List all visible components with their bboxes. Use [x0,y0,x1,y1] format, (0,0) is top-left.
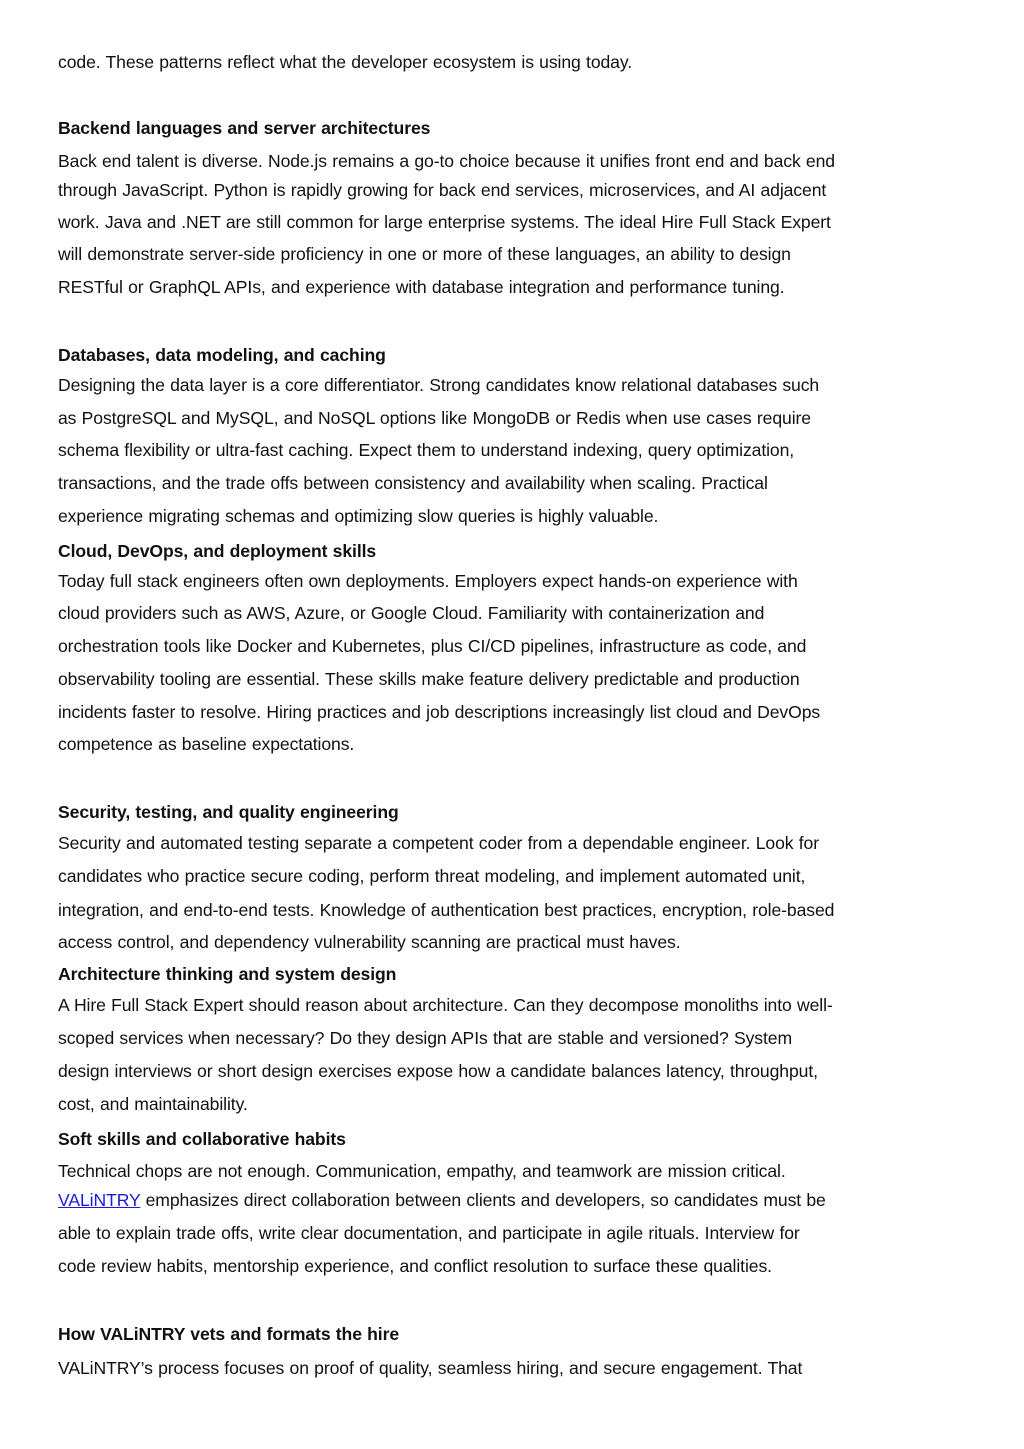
paragraph-line: competence as baseline expectations. [58,734,355,754]
heading-soft-skills: Soft skills and collaborative habits [58,1129,346,1149]
paragraph-line: able to explain trade offs, write clear documentation, and participate in agile rituals. Interview for [58,1223,800,1243]
paragraph-line: experience migrating schemas and optimizing slow queries is highly valuable. [58,506,659,526]
paragraph-line: incidents faster to resolve. Hiring practices and job descriptions increasingly list cloud and DevOps [58,702,821,722]
paragraph-line: as PostgreSQL and MySQL, and NoSQL options like MongoDB or Redis when use cases require [58,408,811,428]
paragraph-line: VALiNTRY’s process focuses on proof of quality, seamless hiring, and secure engagement. That [58,1358,803,1378]
heading-backend-languages: Backend languages and server architectures [58,118,431,138]
paragraph-line: access control, and dependency vulnerability scanning are practical must haves. [58,932,681,952]
paragraph-line: through JavaScript. Python is rapidly growing for back end services, microservices, and AI adjacent [58,180,827,200]
paragraph-line: A Hire Full Stack Expert should reason about architecture. Can they decompose monoliths into well- [58,995,833,1015]
paragraph-line: cost, and maintainability. [58,1094,248,1114]
paragraph-line: schema flexibility or ultra-fast caching. Expect them to understand indexing, query optimization, [58,440,795,460]
paragraph-line: design interviews or short design exercises expose how a candidate balances latency, throughput, [58,1061,818,1081]
paragraph-line: Today full stack engineers often own deployments. Employers expect hands-on experience with [58,571,798,591]
paragraph-line: will demonstrate server-side proficiency in one or more of these languages, an ability to design [58,244,791,264]
paragraph-line: transactions, and the trade offs between consistency and availability when scaling. Practical [58,473,768,493]
paragraph-line: Back end talent is diverse. Node.js remains a go-to choice because it unifies front end and back end [58,151,835,171]
paragraph-line: Designing the data layer is a core differentiator. Strong candidates know relational databases such [58,375,820,395]
heading-architecture: Architecture thinking and system design [58,964,397,984]
paragraph-line: integration, and end-to-end tests. Knowledge of authentication best practices, encryption, role-based [58,900,835,920]
paragraph-intro-tail: code. These patterns reflect what the developer ecosystem is using today. [58,52,633,72]
paragraph-line: Technical chops are not enough. Communication, empathy, and teamwork are mission critical. [58,1161,786,1181]
paragraph-text: emphasizes direct collaboration between clients and developers, so candidates must be [140,1190,826,1210]
heading-databases: Databases, data modeling, and caching [58,345,386,365]
paragraph-line: code review habits, mentorship experience, and conflict resolution to surface these qualities. [58,1256,772,1276]
paragraph-line: scoped services when necessary? Do they design APIs that are stable and versioned? System [58,1028,793,1048]
heading-cloud-devops: Cloud, DevOps, and deployment skills [58,541,377,561]
paragraph-line: orchestration tools like Docker and Kubernetes, plus CI/CD pipelines, infrastructure as code, and [58,636,807,656]
heading-how-valintry-vets: How VALiNTRY vets and formats the hire [58,1324,400,1344]
paragraph-line: candidates who practice secure coding, perform threat modeling, and implement automated unit, [58,866,806,886]
heading-security-testing: Security, testing, and quality engineering [58,802,399,822]
paragraph-line: work. Java and .NET are still common for large enterprise systems. The ideal Hire Full Stack Expert [58,212,831,232]
paragraph-line: RESTful or GraphQL APIs, and experience with database integration and performance tuning. [58,277,785,297]
paragraph-line: cloud providers such as AWS, Azure, or Google Cloud. Familiarity with containerization and [58,603,765,623]
paragraph-line-with-link [58,1189,826,1211]
paragraph-line: Security and automated testing separate a competent coder from a dependable engineer. Look for [58,833,819,853]
valintry-link[interactable]: VALiNTRY [58,1190,141,1210]
paragraph-line: observability tooling are essential. These skills make feature delivery predictable and production [58,669,800,689]
